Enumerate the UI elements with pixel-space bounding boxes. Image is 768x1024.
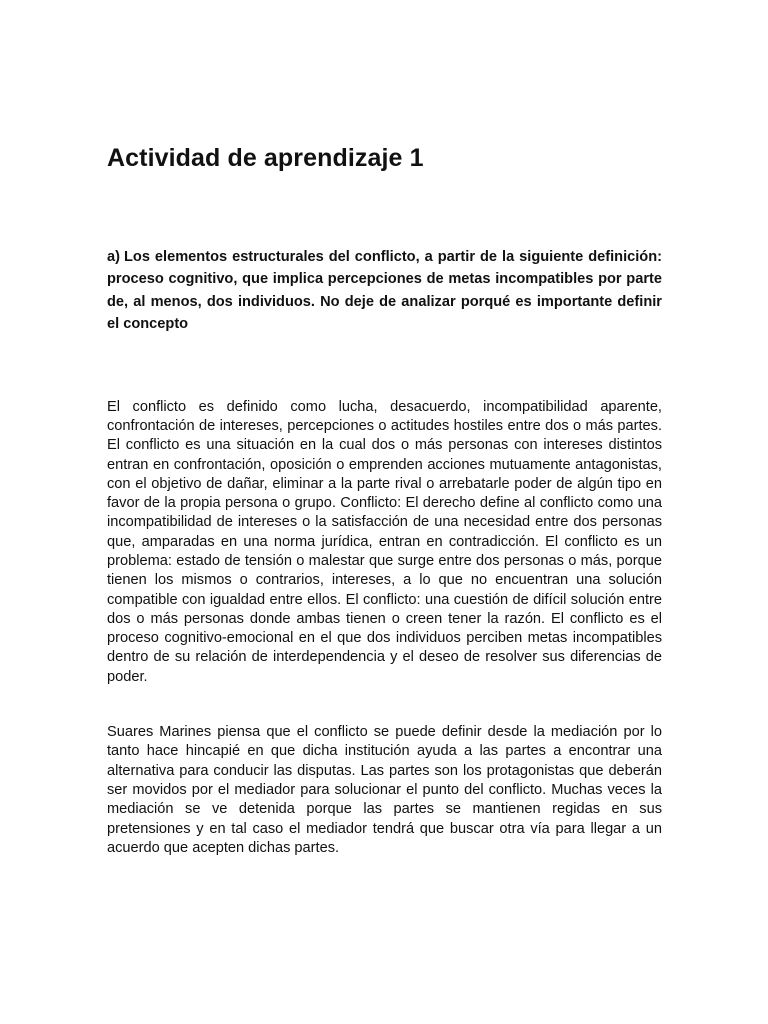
page-title: Actividad de aprendizaje 1 xyxy=(107,144,424,172)
answer-paragraph-1: El conflicto es definido como lucha, desacuerdo, incompatibilidad aparente, confrontación de intereses, percepciones o actitudes hostiles entre dos o más partes. El conflicto es una situación en la cual dos o más personas con intereses distintos entran en confrontación, oposición o emprenden acciones mutuamente antagonistas, con el objetivo de dañar, eliminar a la parte rival o arrebatarle poder de algún tipo en favor de la propia persona o grupo. Conflicto: El derecho define al conflicto como una incompatibilidad de intereses o la satisfacción de una necesidad entre dos personas que, amparadas en una norma jurídica, entran en contradicción. El conflicto es un problema: estado de tensión o malestar que surge entre dos personas o más, porque tienen los mismos o contrarios, intereses, a lo que no encuentran una solución compatible con igualdad entre ellos. El conflicto: una cuestión de difícil solución entre dos o más personas donde ambas tienen o creen tener la razón. El conflicto es el proceso cognitivo-emocional en el que dos individuos perciben metas incompatibles dentro de su relación de interdependencia y el deseo de resolver sus diferencias de poder. xyxy=(107,398,662,685)
activity-question xyxy=(107,246,662,336)
answer-paragraph-2: Suares Marines piensa que el conflicto se puede definir desde la mediación por lo tanto hace hincapié en que dicha institución ayuda a las partes a encontrar una alternativa para conducir las disputas. Las partes son los protagonistas que deberán ser movidos por el mediador para solucionar el punto del conflicto. Muchas veces la mediación se ve detenida porque las partes se mantienen regidas en sus pretensiones y en tal caso el mediador tendrá que buscar otra vía para llegar a un acuerdo que acepten dichas partes. xyxy=(107,724,662,856)
question-label: a) xyxy=(107,249,120,265)
question-text: Los elementos estructurales del conflicto, a partir de la siguiente definición: proceso cognitivo, que implica percepciones de metas incompatibles por parte de, al menos, dos individuos. No deje de analizar porqué es importante definir el concepto xyxy=(107,249,662,333)
